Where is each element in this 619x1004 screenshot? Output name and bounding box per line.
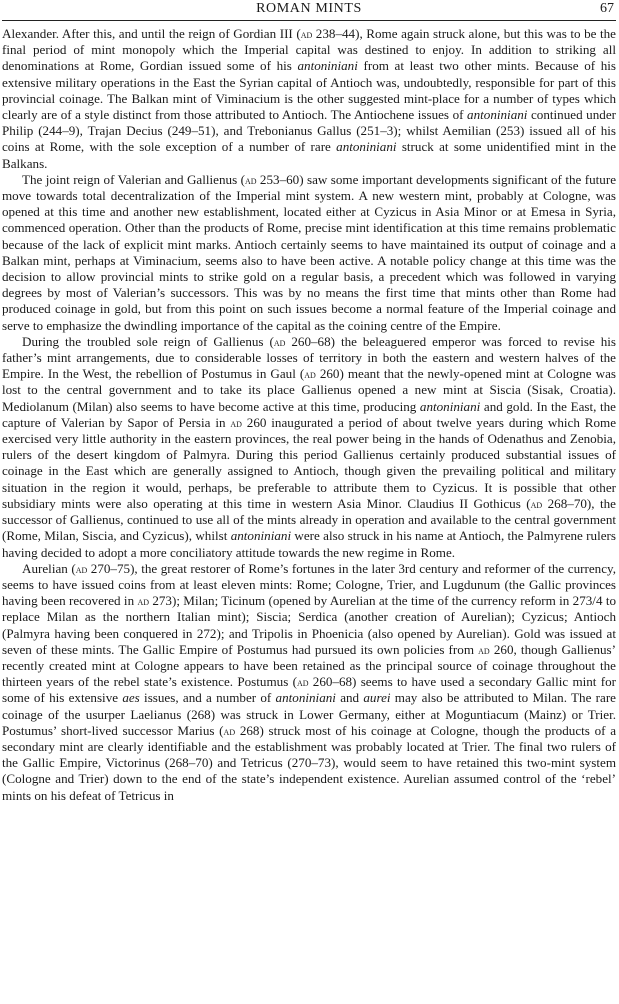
- text-run: and gold. In the East, the capture of Valerian by Sapor of Persia in: [2, 398, 616, 430]
- text-run: from at least two other mints. Because of his extensive military operations in the East the Syrian capital of Antioch was, undoubtedly, responsible for part of this provincial coinage. The Balkan mint of Viminacium is the other suggested mint-place for a number of types which clearly are of a style distinct from those attributed to Antioch. The Antiochene issues of: [2, 58, 616, 123]
- italic-term: antoniniani: [467, 107, 528, 123]
- italic-term: antoniniani: [275, 690, 336, 706]
- era-abbreviation: ad: [223, 723, 236, 738]
- text-run: Aurelian (: [22, 560, 76, 576]
- text-run: 270–75), the great restorer of Rome’s fortunes in the later 3rd century and reformer of the currency, seems to have issued coins from at least eleven mints: Rome; Cologne, Trier, and Lugdunum (the Gallic provinces having been recovered in: [2, 560, 616, 609]
- text-run: 260–68) the beleaguered emperor was forced to revise his father’s mint arrangements, due to considerable losses of territory in both the eastern and western halves of the Empire. In the West, the rebellion of Postumus in Gaul (: [2, 333, 617, 382]
- era-abbreviation: ad: [244, 172, 257, 187]
- text-run: and: [335, 690, 364, 706]
- text-run: 260 inaugurated a period of about twelve years during which Rome exercised very little authority in the eastern provinces, the real power being in the hands of Odenathus and Zenobia, rulers of the desert kingdom of Palmyra. During this period Gallienus certainly produced substantial issues of coinage in the East which are generally assigned to Antioch, though given the prevailing political and military situation in the region it would, perhaps, be preferable to attribute them to Cyzicus. It is possible that other subsidiary mints were also operating at this time in western Asia Minor. Claudius II Gothicus (: [2, 414, 616, 511]
- italic-term: aurei: [363, 690, 391, 706]
- italic-term: antoniniani: [336, 139, 397, 155]
- paragraph: [2, 561, 616, 804]
- era-abbreviation: ad: [478, 642, 490, 657]
- era-abbreviation: ad: [300, 27, 313, 41]
- running-title: ROMAN MINTS: [256, 1, 362, 16]
- text-run: continued under Philip (244–9), Trajan Decius (249–51), and Trebonianus Gallus (251–3); whilst Aemilian (253) issued all of his coins at Rome, with the sole exception of a number of rare: [2, 107, 616, 155]
- text-run: 260–68) seems to have used a secondary Gallic mint for some of his extensive: [2, 674, 616, 706]
- text-run: 260) meant that the newly-opened mint at Cologne was lost to the central government and to take its place Gallienus opened a new mint at Siscia (Sisak, Croatia). Mediolanum (Milan) also seems to have become active at this time, producing: [2, 366, 617, 414]
- era-abbreviation: ad: [137, 594, 150, 609]
- body-text: [2, 26, 616, 804]
- era-abbreviation: ad: [530, 496, 543, 511]
- text-run: 238–44), Rome again struck alone, but this was to be the final period of mint monopoly which the Imperial capital was destined to enjoy. In addition to striking all denominations at Rome, Gordian issued some of his: [2, 26, 616, 74]
- text-run: may also be attributed to Milan. The rare coinage of the usurper Laelianus (268) was struck in Lower Germany, either at Moguntiacum (Mainz) or Trier. Postumus’ short-lived successor Marius (: [2, 690, 616, 738]
- text-run: During the troubled sole reign of Gallienus (: [22, 333, 274, 349]
- italic-term: antoniniani: [419, 398, 481, 414]
- text-run: issues, and a number of: [139, 690, 276, 706]
- text-run: 253–60) saw some important developments significant of the future move towards total decentralization of the Imperial mint system. A new western mint, probably at Cologne, was opened at this time and another new establishment, located either at Cyzicus in Asia Minor or at Emesa in Syria, commenced operation. Other than the products of Rome, precise mint identification at this time remains problematic because of the lack of explicit mint marks. Antioch certainly seems to have maintained its output of coinage and a Balkan mint, perhaps at Viminacium, seems also to have been active. A notable policy change at this time was the decision to allow provincial mints to strike gold on a regular basis, a precedent which was followed in varying degrees by most of Valerian’s successors. This was by no means the first time that mints other than Rome had produced coinage in gold, but from this point on such issues become a normal feature of the Imperial coinage and serve to emphasize the dwindling importance of the capital as the coining centre of the Empire.: [2, 171, 617, 333]
- text-run: struck at some unidentified mint in the Balkans.: [2, 139, 617, 171]
- paragraph: [2, 172, 616, 334]
- era-abbreviation: ad: [296, 675, 309, 690]
- text-run: 268) struck most of his coinage at Cologne, though the products of a secondary mint are clearly identifiable and the establishment was probably located at Trier. The final two rulers of the Gallic Empire, Victorinus (268–70) and Tetricus (270–73), would seem to have retained this two-mint system (Cologne and Trier) down to the end of the state’s independent existence. Aurelian assumed control of the ‘rebel’ mints on his defeat of Tetricus in: [2, 722, 617, 803]
- era-abbreviation: ad: [273, 334, 286, 349]
- text-run: The joint reign of Valerian and Gallienus (: [22, 171, 245, 187]
- page-number: 67: [600, 1, 614, 16]
- text-run: Alexander. After this, and until the reign of Gordian III (: [2, 26, 301, 41]
- text-run: 268–70), the successor of Gallienus, continued to use all of the mints already in operation and available to the central government (Rome, Milan, Siscia, and Cyzicus), whilst: [2, 495, 616, 544]
- era-abbreviation: ad: [230, 415, 242, 430]
- paragraph: [2, 26, 616, 172]
- text-run: were also struck in his name at Antioch, the Palmyrene rulers having decided to adopt a more conciliatory attitude towards the new regime in Rome.: [2, 528, 616, 560]
- italic-term: antoniniani: [230, 528, 292, 544]
- text-run: 260, though Gallienus’ recently created mint at Cologne appears to have been retained as the principal source of coinage throughout the thirteen years of the rebel state’s existence. Postumus (: [2, 641, 616, 690]
- running-header: [2, 0, 616, 21]
- paragraph: [2, 334, 616, 561]
- text-run: 273); Milan; Ticinum (opened by Aurelian at the time of the currency reform in 273/4 to replace Milan as the northern Italian mint); Siscia; Serdica (another creation of Aurelian); Cyzicus; Antioch (Palmyra having been conquered in 272); and Tripolis in Phoenicia (also opened by Aurelian). Gold was issued at seven of these mints. The Gallic Empire of Postumus had pursued its own policies from: [2, 593, 616, 657]
- italic-term: antoniniani: [297, 58, 358, 74]
- era-abbreviation: ad: [304, 367, 316, 382]
- italic-term: aes: [122, 690, 140, 706]
- era-abbreviation: ad: [75, 561, 88, 576]
